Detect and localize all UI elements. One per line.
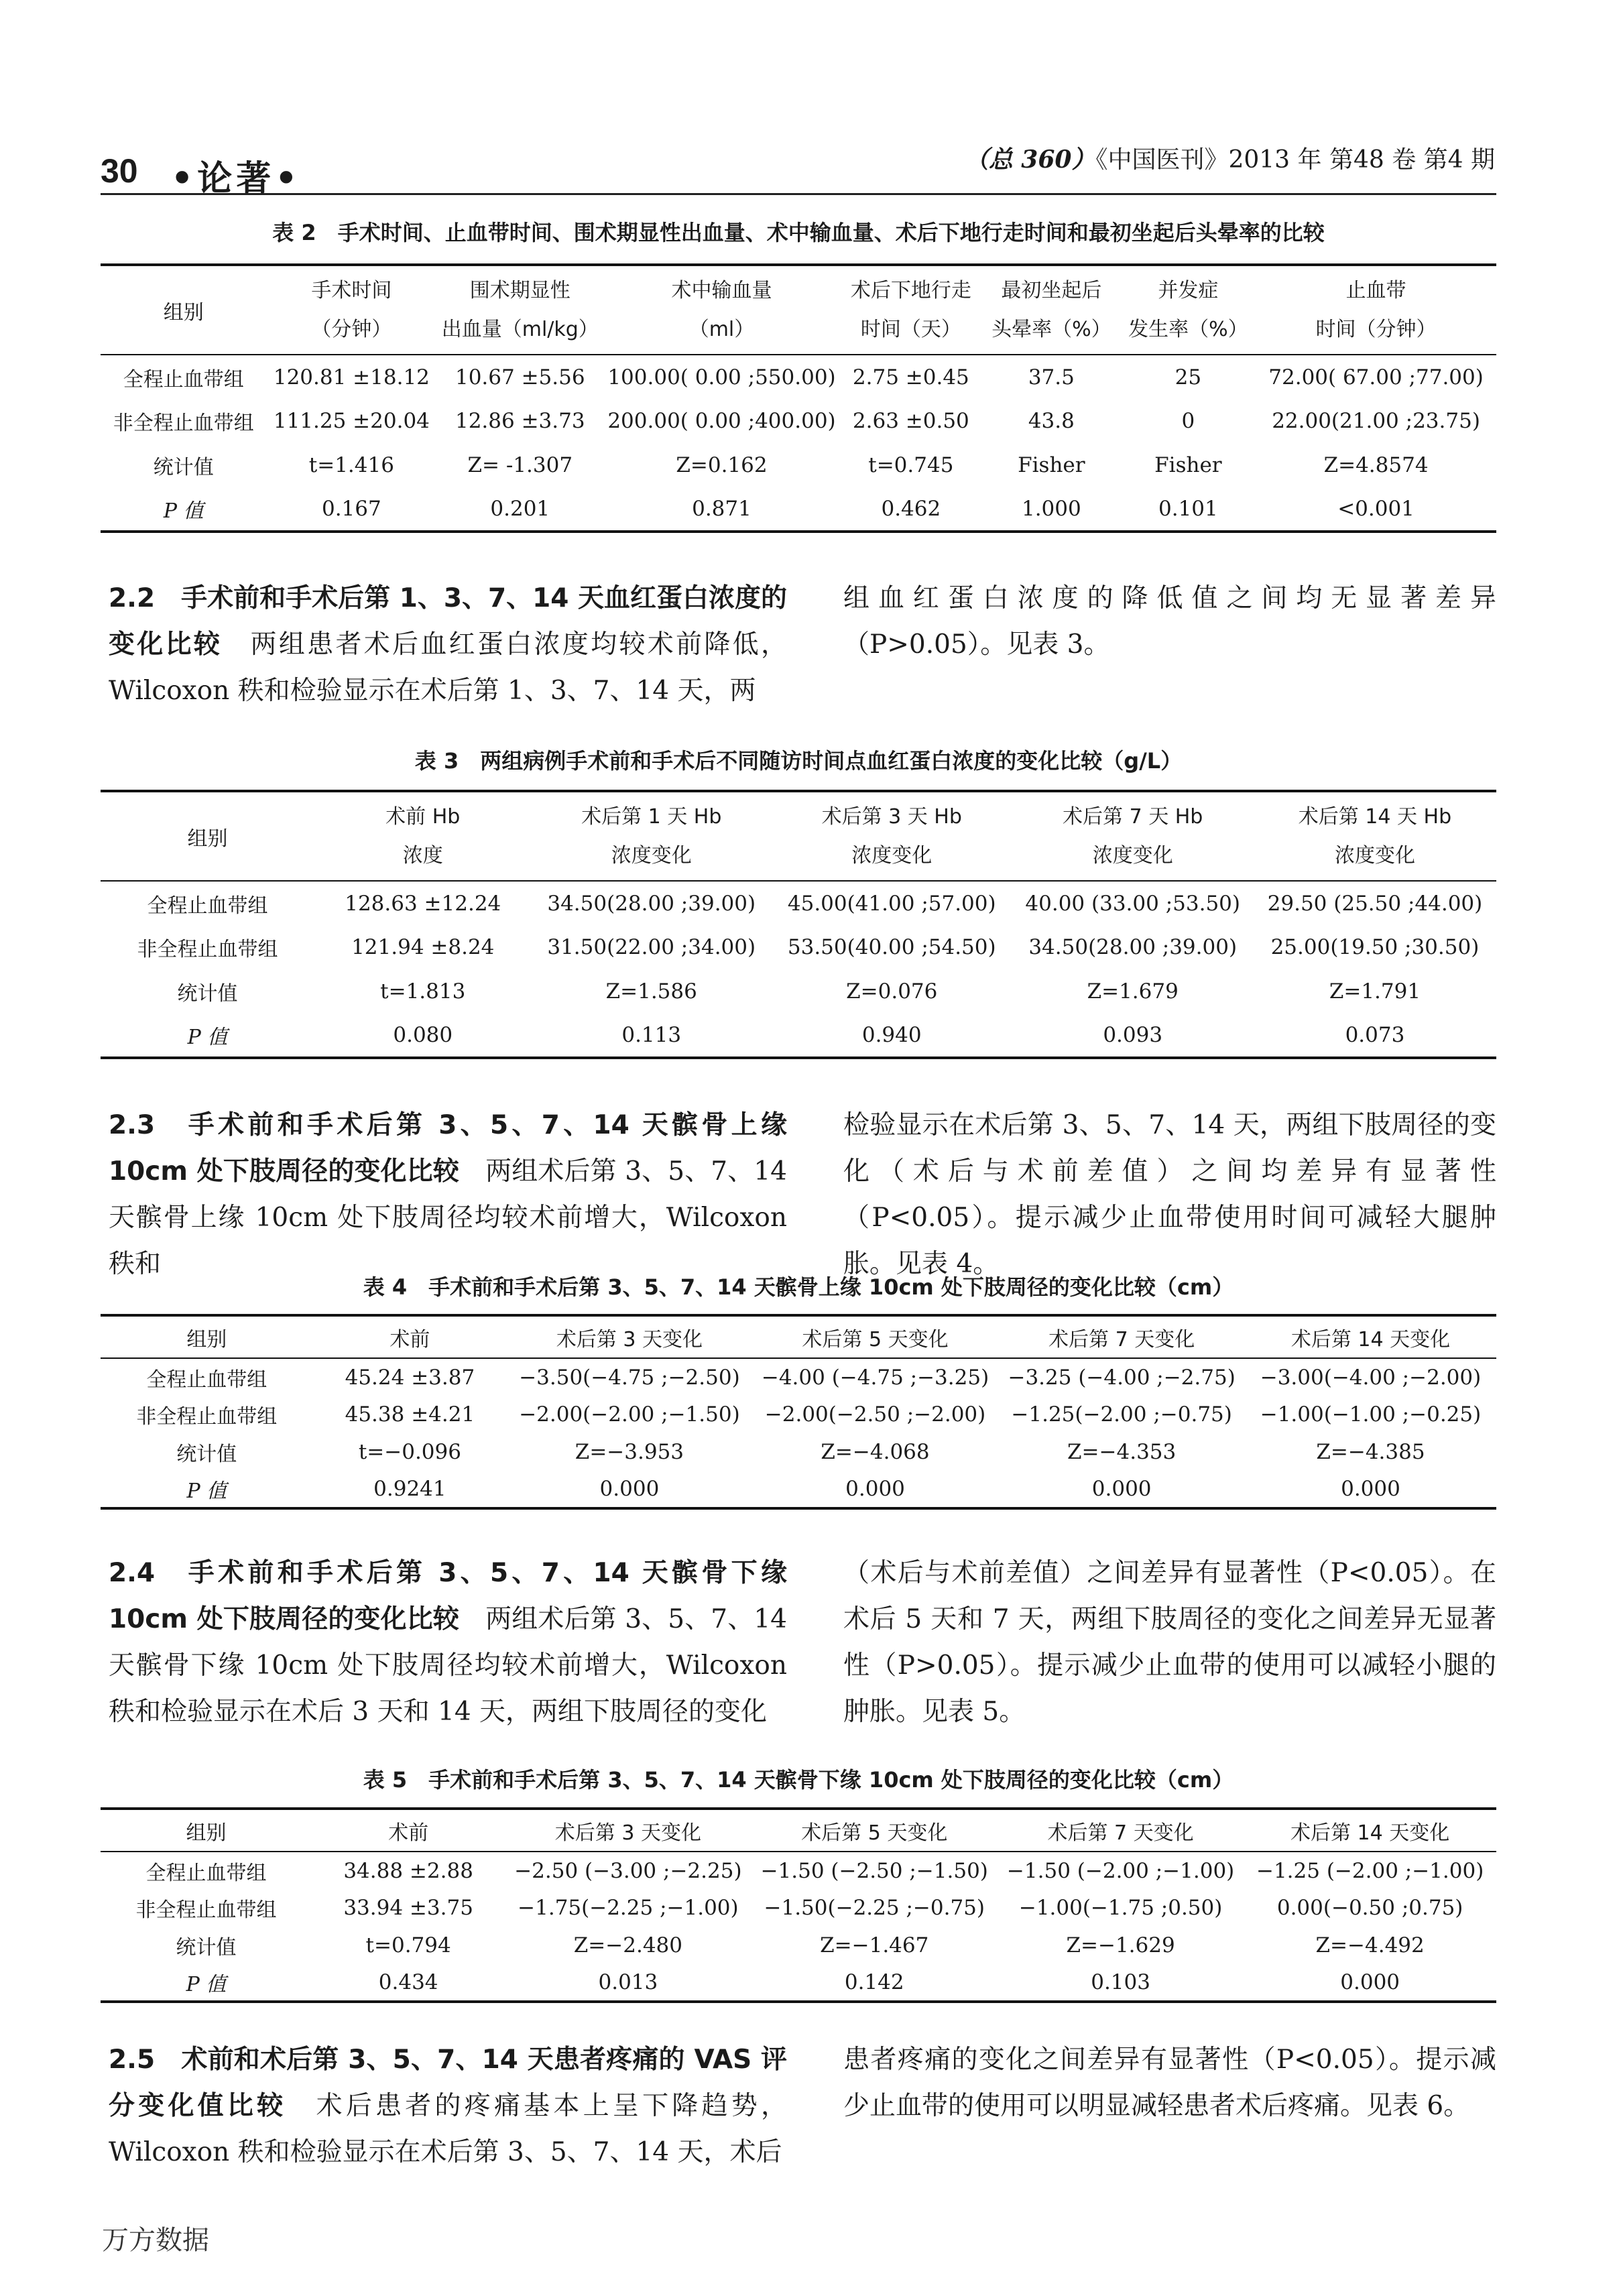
table-row — [101, 1889, 1496, 1927]
watermark: 万方数据 — [102, 2225, 209, 2256]
table-cell: Z=−2.480 — [573, 1933, 682, 1957]
table-cell: 0.940 — [772, 1014, 1012, 1058]
row-label: P 值 — [101, 1964, 312, 2002]
table-cell: 0.201 — [436, 487, 603, 532]
table-cell: Z=4.8574 — [1323, 453, 1429, 477]
table-cell: Z=−4.353 — [1067, 1440, 1177, 1464]
table-cell: −3.25 (−4.00 ;−2.75) — [1008, 1365, 1236, 1390]
table4-col-header: 组别 — [101, 1315, 313, 1358]
table-cell: Fisher — [1018, 453, 1085, 477]
table2-col-header: 术后下地行走 时间（天） — [840, 265, 982, 355]
table5-body — [101, 1852, 1496, 2002]
table-cell: 0.462 — [840, 487, 982, 532]
table-cell: 34.88 ±2.88 — [343, 1858, 473, 1883]
table5-col-header: 术后第 7 天变化 — [998, 1809, 1244, 1852]
table-cell: 25.00(19.50 ;30.50) — [1270, 935, 1480, 959]
table-cell: 0.9241 — [313, 1471, 507, 1508]
table-row — [101, 1014, 1496, 1058]
table2-col-header: 组别 — [101, 265, 267, 355]
table-cell: 0.000 — [1245, 1471, 1496, 1508]
table-cell: −1.75(−2.25 ;−1.00) — [518, 1896, 739, 1920]
table-cell: 31.50(22.00 ;34.00) — [547, 935, 756, 959]
table-cell: −2.50 (−3.00 ;−2.25) — [514, 1858, 742, 1883]
table2-body — [101, 355, 1496, 532]
table-cell: −2.00(−2.00 ;−1.50) — [519, 1402, 740, 1427]
table5 — [101, 1807, 1496, 2003]
table5-col-header: 术后第 14 天变化 — [1244, 1809, 1496, 1852]
table5-caption: 表 5 手术前和手术后第 3、5、7、14 天髌骨下缘 10cm 处下肢周径的变化比较（cm） — [363, 1767, 1234, 1793]
table-row — [101, 1396, 1496, 1433]
sec23-left — [109, 1102, 787, 1287]
table-cell: 0.093 — [1012, 1014, 1254, 1058]
table-cell: 0.103 — [998, 1964, 1244, 2002]
table-cell: 0 — [1181, 409, 1195, 433]
table4-col-header: 术前 — [313, 1315, 507, 1358]
sec24-left — [109, 1550, 787, 1735]
table-cell: −3.00(−4.00 ;−2.00) — [1260, 1365, 1482, 1390]
table-cell: 33.94 ±3.75 — [343, 1896, 473, 1920]
row-label: P 值 — [101, 1471, 313, 1508]
sec22-left-body: 两组患者术后血红蛋白浓度均较术前降低，Wilcoxon 秩和检验显示在术后第 1、3、7、14 天，两 — [109, 629, 787, 706]
row-label: 全程止血带组 — [145, 1861, 267, 1885]
table-cell: Z=−1.629 — [1066, 1933, 1175, 1957]
row-label: P 值 — [101, 1014, 314, 1058]
table-cell: 128.63 ±12.24 — [345, 891, 501, 916]
table-row — [101, 1358, 1496, 1396]
table-cell: Z=−4.068 — [821, 1440, 930, 1464]
journal-total: （总 360） — [964, 145, 1096, 174]
table2-col-header: 最初坐起后 头晕率（%） — [982, 265, 1121, 355]
table-cell: 53.50(40.00 ;54.50) — [787, 935, 996, 959]
table4-col-header: 术后第 14 天变化 — [1245, 1315, 1496, 1358]
table-cell: 200.00( 0.00 ;400.00) — [607, 409, 836, 433]
table4-col-header: 术后第 3 天变化 — [507, 1315, 752, 1358]
table2-caption: 表 2 手术时间、止血带时间、围术期显性出血量、术中输血量、术后下地行走时间和最初坐起后头晕率的比较 — [272, 220, 1325, 245]
table-cell: 111.25 ±20.04 — [273, 409, 430, 433]
table3-col-header: 术后第 7 天 Hb 浓度变化 — [1012, 791, 1254, 881]
table-cell: 0.013 — [505, 1964, 751, 2002]
table-cell: 45.24 ±3.87 — [345, 1365, 475, 1390]
table-cell: 29.50 (25.50 ;44.00) — [1267, 891, 1483, 916]
table-row — [101, 399, 1496, 443]
table-cell: 0.073 — [1254, 1014, 1496, 1058]
table-cell: Fisher — [1154, 453, 1222, 477]
table2-col-header: 术中输血量 （ml） — [603, 265, 839, 355]
row-label: 全程止血带组 — [123, 367, 244, 391]
table-row — [101, 1964, 1496, 2002]
table-cell: 0.000 — [1244, 1964, 1496, 2002]
table-cell: 72.00( 67.00 ;77.00) — [1268, 365, 1484, 389]
table-row — [101, 881, 1496, 925]
table-cell: 0.000 — [752, 1471, 999, 1508]
table-cell: −1.25(−2.00 ;−0.75) — [1011, 1402, 1232, 1427]
row-label: 全程止血带组 — [147, 894, 268, 918]
journal-issue: 《中国医刊》2013 年 第48 卷 第4 期 — [1095, 146, 1495, 174]
table-row — [101, 1927, 1496, 1964]
table-cell: 0.871 — [603, 487, 839, 532]
table-cell: Z=1.679 — [1087, 979, 1179, 1004]
table4-col-header: 术后第 7 天变化 — [998, 1315, 1245, 1358]
table5-header-row — [101, 1809, 1496, 1852]
table-cell: 10.67 ±5.56 — [455, 365, 585, 389]
table-cell: 2.75 ±0.45 — [852, 365, 969, 389]
table5-col-header: 术前 — [312, 1809, 505, 1852]
row-label: P 值 — [101, 487, 267, 532]
table-cell: t=1.416 — [308, 453, 394, 477]
sec25-heading: 2.5 术前和术后第 3、5、7、14 天患者疼痛的 VAS 评分变化值比较 — [109, 2045, 787, 2121]
table-row — [101, 1852, 1496, 1889]
table-cell: 0.080 — [314, 1014, 531, 1058]
table4-col-header: 术后第 5 天变化 — [752, 1315, 999, 1358]
table-cell: t=−0.096 — [358, 1440, 461, 1464]
table-cell: t=0.745 — [868, 453, 954, 477]
table-cell: 0.101 — [1121, 487, 1256, 532]
table-cell: 0.167 — [267, 487, 437, 532]
sec23-right-body: 检验显示在术后第 3、5、7、14 天，两组下肢周径的变化（术后与术前差值）之间均差异有显著性（P<0.05）。提示减少止血带使用时间可减轻大腿肿胀。见表 4。 — [843, 1110, 1496, 1279]
table-cell: 34.50(28.00 ;39.00) — [1028, 935, 1238, 959]
table-cell: Z=1.586 — [605, 979, 697, 1004]
table3-col-header: 术前 Hb 浓度 — [314, 791, 531, 881]
table-cell: −1.25 (−2.00 ;−1.00) — [1256, 1858, 1484, 1883]
table-cell: −2.00(−2.50 ;−2.00) — [764, 1402, 986, 1427]
table3-caption: 表 3 两组病例手术前和手术后不同随访时间点血红蛋白浓度的变化比较（g/L） — [414, 748, 1183, 774]
table-cell: 0.113 — [531, 1014, 772, 1058]
section-label: •论著• — [171, 158, 302, 199]
sec25-right-body: 患者疼痛的变化之间差异有显著性（P<0.05）。提示减少止血带的使用可以明显减轻患者术后疼痛。见表 6。 — [843, 2045, 1496, 2121]
table-cell: −1.50 (−2.50 ;−1.50) — [760, 1858, 988, 1883]
table3 — [101, 790, 1496, 1059]
header-rule — [101, 193, 1496, 195]
table-cell: Z=0.162 — [676, 453, 768, 477]
table-cell: −1.50 (−2.00 ;−1.00) — [1006, 1858, 1235, 1883]
sec23-heading: 2.3 手术前和手术后第 3、5、7、14 天髌骨上缘 10cm 处下肢周径的变化比较 — [109, 1110, 787, 1187]
table-cell: Z= -1.307 — [467, 453, 573, 477]
table4-body — [101, 1358, 1496, 1508]
table-row — [101, 969, 1496, 1014]
table-cell: Z=1.791 — [1329, 979, 1421, 1004]
table-cell: 100.00( 0.00 ;550.00) — [607, 365, 836, 389]
table-cell: −1.50(−2.25 ;−0.75) — [764, 1896, 985, 1920]
table-cell: Z=−4.385 — [1316, 1440, 1425, 1464]
table-row — [101, 1471, 1496, 1508]
table-cell: 40.00 (33.00 ;53.50) — [1025, 891, 1240, 916]
table-cell: 2.63 ±0.50 — [852, 409, 969, 433]
table-cell: 0.00(−0.50 ;0.75) — [1276, 1896, 1463, 1920]
row-label: 统计值 — [177, 982, 238, 1006]
table3-col-header: 术后第 14 天 Hb 浓度变化 — [1254, 791, 1496, 881]
page-number: 30 — [101, 152, 138, 190]
row-label: 统计值 — [153, 456, 214, 479]
table-row — [101, 925, 1496, 969]
table2-header-row — [101, 265, 1496, 355]
table2-col-header: 止血带 时间（分钟） — [1256, 265, 1496, 355]
table3-col-header: 术后第 3 天 Hb 浓度变化 — [772, 791, 1012, 881]
table-cell: Z=−3.953 — [575, 1440, 684, 1464]
table-cell: 43.8 — [1028, 409, 1075, 433]
table-cell: 12.86 ±3.73 — [455, 409, 585, 433]
table4 — [101, 1314, 1496, 1510]
sec25-left-body: 术后患者的疼痛基本上呈下降趋势，Wilcoxon 秩和检验显示在术后第 3、5、7、14 天，术后 — [109, 2091, 787, 2167]
table-cell: Z=−4.492 — [1315, 1933, 1425, 1957]
sec22-left — [109, 575, 787, 714]
row-label: 非全程止血带组 — [137, 938, 278, 961]
table3-header-row — [101, 791, 1496, 881]
sec23-left-body: 两组术后第 3、5、7、14 天髌骨上缘 10cm 处下肢周径均较术前增大，Wilcoxon 秩和 — [109, 1156, 787, 1279]
table-cell: −3.50(−4.75 ;−2.50) — [519, 1365, 740, 1390]
table-cell: 45.00(41.00 ;57.00) — [787, 891, 996, 916]
table-cell: t=1.813 — [380, 979, 466, 1004]
table2-col-header: 手术时间 （分钟） — [267, 265, 437, 355]
row-label: 全程止血带组 — [146, 1368, 267, 1392]
row-label: 非全程止血带组 — [135, 1898, 277, 1922]
sec22-heading: 2.2 手术前和手术后第 1、3、7、14 天血红蛋白浓度的变化比较 — [109, 583, 787, 660]
table4-caption: 表 4 手术前和手术后第 3、5、7、14 天髌骨上缘 10cm 处下肢周径的变化比较（cm） — [363, 1274, 1234, 1300]
table-cell: 0.000 — [998, 1471, 1245, 1508]
table4-header-row — [101, 1315, 1496, 1358]
table5-col-header: 组别 — [101, 1809, 312, 1852]
table-cell: 37.5 — [1028, 365, 1075, 389]
table-cell: 34.50(28.00 ;39.00) — [547, 891, 756, 916]
table-cell: −1.00(−1.00 ;−0.25) — [1260, 1402, 1482, 1427]
row-label: 非全程止血带组 — [136, 1405, 278, 1429]
sec25-left — [109, 2037, 787, 2175]
row-label: 统计值 — [176, 1443, 237, 1466]
table3-body — [101, 881, 1496, 1058]
table2 — [101, 263, 1496, 533]
table-row — [101, 1433, 1496, 1471]
journal-info — [871, 141, 1495, 175]
table-cell: −4.00 (−4.75 ;−3.25) — [761, 1365, 989, 1390]
sec22-right-body: 组血红蛋白浓度的降低值之间均无显著差异（P>0.05）。见表 3。 — [843, 583, 1496, 660]
table3-col-header: 术后第 1 天 Hb 浓度变化 — [531, 791, 772, 881]
table-cell: 0.000 — [507, 1471, 752, 1508]
table-cell: 45.38 ±4.21 — [345, 1402, 475, 1427]
table-cell: −1.00(−1.75 ;0.50) — [1018, 1896, 1223, 1920]
table-cell: 22.00(21.00 ;23.75) — [1272, 409, 1480, 433]
table2-col-header: 并发症 发生率（%） — [1121, 265, 1256, 355]
table-row — [101, 487, 1496, 532]
table3-col-header: 组别 — [101, 791, 314, 881]
sec24-right-body: （术后与术前差值）之间差异有显著性（P<0.05）。在术后 5 天和 7 天，两组下肢周径的变化之间差异无显著性（P>0.05）。提示减少止血带的使用可以减轻小腿的肿胀。见表 5。 — [843, 1558, 1496, 1727]
sec24-heading: 2.4 手术前和手术后第 3、5、7、14 天髌骨下缘 10cm 处下肢周径的变化比较 — [109, 1558, 787, 1634]
table-cell: 1.000 — [982, 487, 1121, 532]
table-cell: 120.81 ±18.12 — [273, 365, 430, 389]
sec24-left-body: 两组术后第 3、5、7、14 天髌骨下缘 10cm 处下肢周径均较术前增大，Wilcoxon 秩和检验显示在术后 3 天和 14 天，两组下肢周径的变化 — [109, 1604, 787, 1727]
table-cell: Z=−1.467 — [820, 1933, 929, 1957]
table-cell: 25 — [1175, 365, 1202, 389]
row-label: 统计值 — [176, 1936, 237, 1959]
table5-col-header: 术后第 3 天变化 — [505, 1809, 751, 1852]
table-cell: t=0.794 — [365, 1933, 451, 1957]
table-cell: 121.94 ±8.24 — [351, 935, 495, 959]
table-cell: 0.142 — [752, 1964, 998, 2002]
table-cell: <0.001 — [1256, 487, 1496, 532]
table-cell: Z=0.076 — [846, 979, 938, 1004]
table-row — [101, 443, 1496, 487]
table5-col-header: 术后第 5 天变化 — [752, 1809, 998, 1852]
row-label: 非全程止血带组 — [113, 412, 254, 435]
table2-col-header: 围术期显性 出血量（ml/kg） — [436, 265, 603, 355]
table-row — [101, 355, 1496, 399]
table-cell: 0.434 — [312, 1964, 505, 2002]
